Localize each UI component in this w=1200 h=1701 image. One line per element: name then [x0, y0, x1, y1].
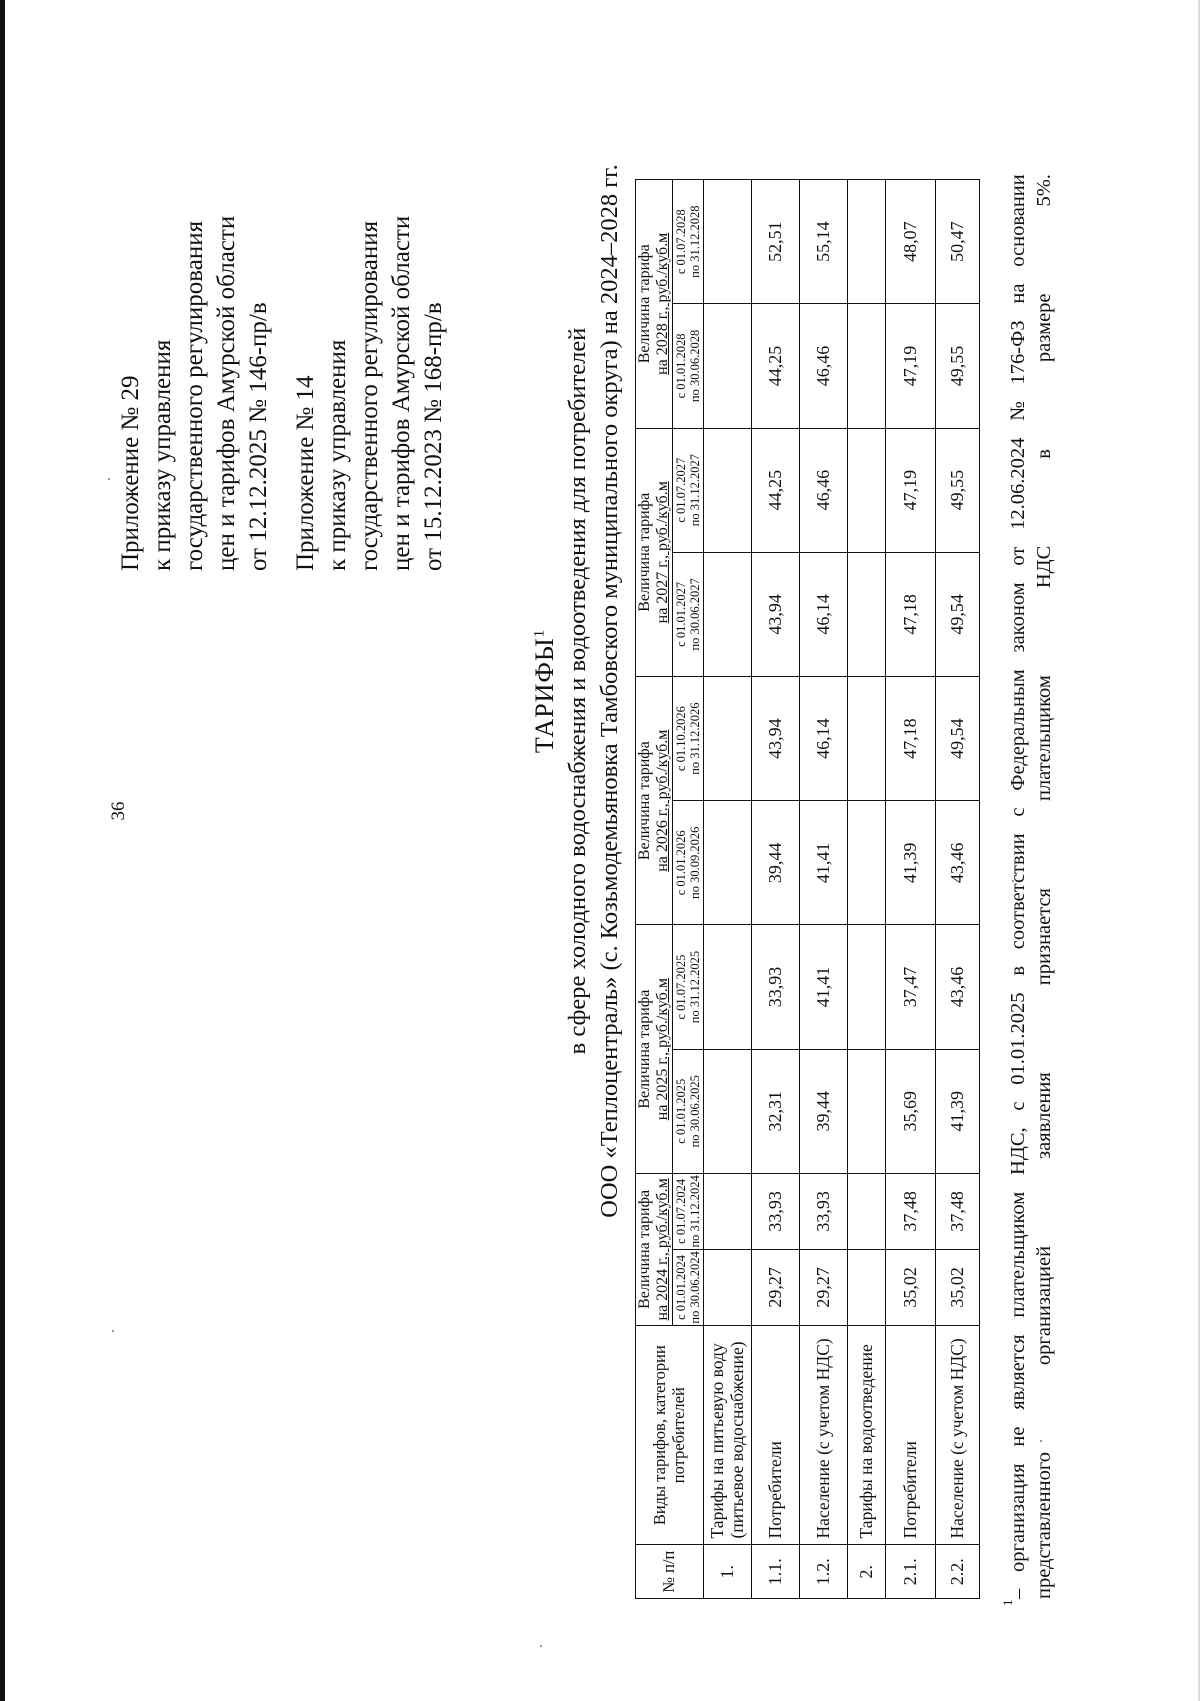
- footnote-word: плательщиком: [1033, 675, 1055, 802]
- footnote-word: размере: [1033, 293, 1055, 363]
- tariff-value-cell: [848, 428, 886, 552]
- header-period: с 01.01.2027 по 30.06.2027: [673, 552, 704, 676]
- tariff-value-cell: 43,46: [936, 801, 980, 925]
- header-year-2025: Величина тарифа на 2025 г., руб./куб.м: [636, 925, 673, 1173]
- header-period: с 01.01.2026 по 30.09.2026: [673, 801, 704, 925]
- header-year-2027: Величина тарифа на 2027 г., руб./куб.м: [636, 428, 673, 676]
- tariff-value-cell: 32,31: [752, 1049, 800, 1173]
- tariff-value-cell: 41,41: [800, 801, 848, 925]
- tariff-value-cell: 47,18: [886, 552, 936, 676]
- table-row: [800, 180, 848, 1599]
- footnote-word: представленного: [1033, 1452, 1055, 1599]
- footnote-word: с: [1007, 1101, 1029, 1111]
- tariff-value-cell: [704, 925, 752, 1049]
- tariff-value-cell: 49,55: [936, 304, 980, 428]
- label-line: Население (с учетом НДС): [812, 1338, 833, 1539]
- annex-line: Приложение № 14: [292, 375, 319, 571]
- footnote-line-1: [1005, 174, 1031, 1599]
- tariff-value-cell: 43,94: [752, 676, 800, 800]
- annex-line: от 15.12.2023 № 168-пр/в: [420, 302, 447, 571]
- tariff-value-cell: 37,47: [886, 925, 936, 1049]
- tariff-value-cell: [704, 801, 752, 925]
- footnote-word: 176-ФЗ: [1007, 320, 1029, 385]
- tariff-value-cell: 33,93: [752, 1173, 800, 1249]
- tariff-value-cell: [848, 552, 886, 676]
- tariff-value-cell: 35,02: [886, 1249, 936, 1325]
- annex-line: цен и тарифов Амурской области: [213, 215, 240, 571]
- header-period: с 01.07.2027 по 31.12.2027: [673, 428, 704, 552]
- tariff-value-cell: [704, 180, 752, 304]
- row-number: 2.2.: [936, 1545, 980, 1599]
- footnote-word: законом: [1007, 582, 1029, 653]
- tariff-value-cell: 41,41: [800, 925, 848, 1049]
- tariff-value-cell: 29,27: [752, 1249, 800, 1325]
- category-label: [800, 1325, 848, 1545]
- header-year-2028: Величина тарифа на 2028 г., руб./куб.м: [636, 180, 673, 429]
- tariff-value-cell: 44,25: [752, 428, 800, 552]
- annex-line: цен и тарифов Амурской области: [388, 215, 415, 571]
- footnote-word: №: [1007, 401, 1029, 421]
- tariff-value-cell: 39,44: [752, 801, 800, 925]
- footnote-word: от: [1007, 546, 1029, 566]
- tariff-value-cell: [848, 180, 886, 304]
- annex-line: к приказу управления: [324, 339, 351, 571]
- footnote-word: 5%.: [1033, 174, 1055, 207]
- header-period: с 01.01.2024 по 30.06.2024: [674, 1251, 702, 1324]
- tariff-value-cell: 37,48: [936, 1173, 980, 1249]
- row-number: 1.: [704, 1545, 752, 1599]
- header-period: с 01.07.2025 по 31.12.2025: [673, 925, 704, 1049]
- tariff-value-cell: 46,46: [800, 304, 848, 428]
- category-label: [752, 1325, 800, 1545]
- tariff-value-cell: 33,93: [800, 1173, 848, 1249]
- label-line: Тарифы на водоотведение: [855, 1344, 876, 1539]
- tariff-value-cell: 48,07: [886, 180, 936, 304]
- page-number: 36: [108, 801, 129, 821]
- tariff-value-cell: 41,39: [886, 801, 936, 925]
- tariff-value-cell: [848, 304, 886, 428]
- footnote-word: организация: [1007, 1463, 1029, 1572]
- footnote: [1005, 174, 1057, 1599]
- header-period: с 01.01.2028 по 30.06.2028: [673, 304, 704, 428]
- annex-line: государственного регулирования: [356, 220, 383, 571]
- tariff-value-cell: 33,93: [752, 925, 800, 1049]
- tariff-value-cell: 37,48: [886, 1173, 936, 1249]
- annex-block-previous: [290, 216, 450, 571]
- annex-line: от 12.12.2025 № 146-пр/в: [245, 302, 272, 571]
- tariff-value-cell: 46,46: [800, 428, 848, 552]
- tariff-value-cell: 47,19: [886, 304, 936, 428]
- footnote-word: организацией: [1033, 1245, 1055, 1366]
- footnote-word: соответствии: [1007, 833, 1029, 950]
- category-label: [886, 1325, 936, 1545]
- footnote-word: в: [1007, 965, 1029, 976]
- tariff-value-cell: 49,54: [936, 552, 980, 676]
- footnote-word: Федеральным: [1007, 669, 1029, 791]
- header-period: с 01.01.2025 по 30.06.2025: [673, 1049, 704, 1173]
- footnote-word: не: [1007, 1426, 1029, 1447]
- tariff-value-cell: [848, 676, 886, 800]
- label-line: Потребители: [764, 1441, 785, 1539]
- annex-line: Приложение № 29: [117, 375, 144, 571]
- footnote-reference: 1: [531, 628, 548, 638]
- header-year-2026: Величина тарифа на 2026 г., руб./куб.м: [636, 676, 673, 924]
- tariff-value-cell: 43,46: [936, 925, 980, 1049]
- footnote-word: –: [1007, 1588, 1029, 1599]
- category-label: [936, 1325, 980, 1545]
- tariff-value-cell: [704, 1173, 752, 1249]
- footnote-mark: 1: [1000, 1599, 1015, 1606]
- tariff-value-cell: [704, 1049, 752, 1173]
- document-title: [530, 61, 560, 1321]
- row-number: 1.1.: [752, 1545, 800, 1599]
- row-number: 2.1.: [886, 1545, 936, 1599]
- tariff-value-cell: 46,14: [800, 552, 848, 676]
- annex-line: государственного регулирования: [181, 220, 208, 571]
- tariff-value-cell: [848, 801, 886, 925]
- tariff-value-cell: [848, 1249, 886, 1325]
- tariff-value-cell: 47,18: [886, 676, 936, 800]
- tariff-value-cell: [704, 428, 752, 552]
- footnote-word: является: [1007, 1334, 1029, 1410]
- footnote-word: в: [1033, 449, 1055, 459]
- table-row: [752, 180, 800, 1599]
- footnote-word: основании: [1007, 174, 1029, 267]
- header-period: с 01.07.2028 по 31.12.2028: [673, 180, 704, 304]
- tariff-value-cell: 52,51: [752, 180, 800, 304]
- tariff-value-cell: [848, 1049, 886, 1173]
- footnote-word: плательщиком: [1007, 1191, 1029, 1318]
- tariff-value-cell: 29,27: [800, 1249, 848, 1325]
- footnote-word: на: [1007, 283, 1029, 304]
- tariff-value-cell: 44,25: [752, 304, 800, 428]
- tariff-table-body: [704, 180, 980, 1599]
- tariff-value-cell: 46,14: [800, 676, 848, 800]
- tariff-value-cell: 49,54: [936, 676, 980, 800]
- row-number: 2.: [848, 1545, 886, 1599]
- tariff-value-cell: 41,39: [936, 1049, 980, 1173]
- label-line: Потребители: [899, 1441, 920, 1539]
- table-row: [704, 180, 752, 1599]
- footnote-word: признается: [1033, 888, 1055, 986]
- tariff-value-cell: [704, 1249, 752, 1325]
- document-subtitle-line-1: в сфере холодного водоснабжения и водоотведения для потребителей: [564, 327, 591, 1055]
- tariff-value-cell: 50,47: [936, 180, 980, 304]
- header-period: с 01.07.2024 по 31.12.2024: [674, 1175, 702, 1248]
- annex-block-current: [115, 216, 275, 571]
- tariff-value-cell: 39,44: [800, 1049, 848, 1173]
- tariff-value-cell: 35,69: [886, 1049, 936, 1173]
- label-line: Население (с учетом НДС): [946, 1338, 967, 1539]
- document-title-text: ТАРИФЫ: [530, 637, 559, 754]
- footnote-word: 01.01.2025: [1007, 992, 1029, 1085]
- tariff-value-cell: 43,94: [752, 552, 800, 676]
- tariff-value-cell: 35,02: [936, 1249, 980, 1325]
- table-row: [936, 180, 980, 1599]
- footnote-word: с: [1007, 807, 1029, 817]
- tariff-value-cell: [704, 676, 752, 800]
- tariff-value-cell: 47,19: [886, 428, 936, 552]
- table-row: [848, 180, 886, 1599]
- header-number: № п/п: [636, 1545, 704, 1599]
- tariff-value-cell: [704, 304, 752, 428]
- table-row: [886, 180, 936, 1599]
- label-line: (питьевое водоснабжение): [726, 1341, 747, 1539]
- footnote-word: 12.06.2024: [1007, 437, 1029, 530]
- label-line: Тарифы на питьевую воду: [707, 1343, 728, 1539]
- footnote-word: заявления: [1033, 1072, 1055, 1159]
- footnote-word: НДС,: [1007, 1127, 1029, 1175]
- footnote-line-2: [1031, 174, 1057, 1599]
- header-year-2024: Величина тарифа на 2024 г., руб./куб.м: [636, 1173, 673, 1325]
- tariff-value-cell: [848, 925, 886, 1049]
- footnote-word: НДС: [1033, 545, 1055, 589]
- row-number: 1.2.: [800, 1545, 848, 1599]
- tariff-value-cell: [848, 1173, 886, 1249]
- section-label: [848, 1325, 886, 1545]
- header-period: с 01.10.2026 по 31.12.2026: [673, 676, 704, 800]
- tariff-table: [635, 179, 980, 1599]
- tariff-value-cell: [704, 552, 752, 676]
- tariff-value-cell: 55,14: [800, 180, 848, 304]
- tariff-value-cell: 49,55: [936, 428, 980, 552]
- document-subtitle-line-2: ООО «Теплоцентраль» (с. Козьмодемьяновка Тамбовского муниципального округа) на 2024–2028 гг.: [596, 164, 623, 1218]
- header-tariff-kind: Виды тарифов, категории потребителей: [636, 1325, 704, 1545]
- annex-line: к приказу управления: [149, 339, 176, 571]
- section-label: [704, 1325, 752, 1545]
